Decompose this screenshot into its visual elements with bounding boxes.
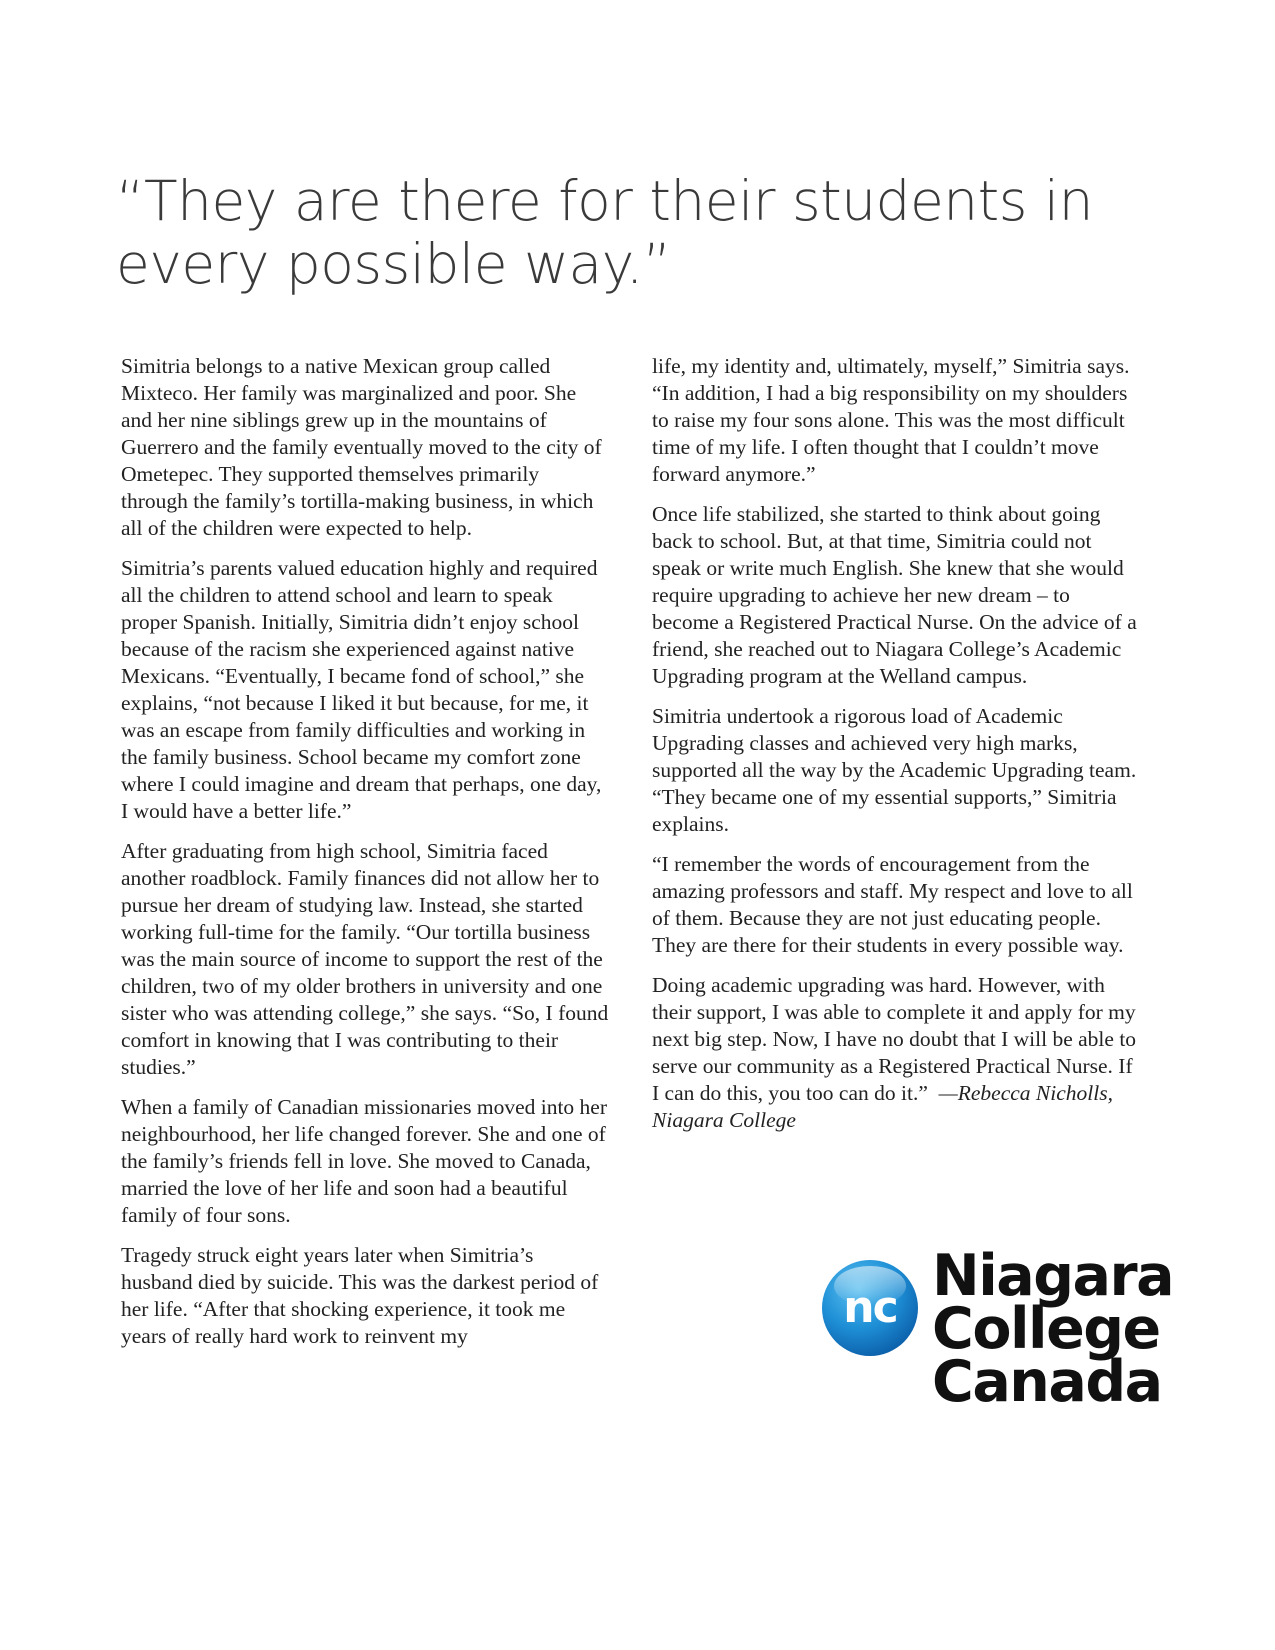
- paragraph: After graduating from high school, Simitria faced another roadblock. Family finances did not allow her to pursue her dream of studying law. Instead, she started working full-time for the family. “Our tortilla business was the main source of income to support the rest of the children, two of my older brothers in university and one sister who was attending college,” she says. “So, I found comfort in knowing that I was contributing to their studies.”: [121, 839, 609, 1079]
- paragraph-closing: [652, 972, 1142, 1134]
- paragraph: Simitria’s parents valued education highly and required all the children to attend school and learn to speak proper Spanish. Initially, Simitria didn’t enjoy school because of the racism she experienced against native Mexicans. “Eventually, I became fond of school,” she explains, “not because I liked it but because, for me, it was an escape from family difficulties and working in the family business. School became my comfort zone where I could imagine and dream that perhaps, one day, I would have a better life.”: [121, 556, 602, 823]
- paragraph: Tragedy struck eight years later when Simitria’s husband died by suicide. This was the darkest period of her life. “After that shocking experience, it took me years of really hard work to reinvent my: [121, 1243, 599, 1348]
- logo-line-3: Canada: [932, 1349, 1162, 1415]
- paragraph: Once life stabilized, she started to think about going back to school. But, at that time, Simitria could not speak or write much English. She knew that she would require upgrading to achieve her new dream – to become a Registered Practical Nurse. On the advice of a friend, she reached out to Niagara College’s Academic Upgrading program at the Welland campus.: [652, 502, 1137, 688]
- paragraph: “I remember the words of encouragement from the amazing professors and staff. My respect and love to all of them. Because they are not just educating people. They are there for their students in every possible way.: [652, 852, 1133, 957]
- attribution: —Rebecca Nicholls, Niagara College: [652, 1081, 1113, 1132]
- paragraph: life, my identity and, ultimately, myself,” Simitria says. “In addition, I had a big responsibility on my shoulders to raise my four sons alone. This was the most difficult time of my life. I often thought that I couldn’t move forward anymore.”: [652, 354, 1130, 486]
- niagara-college-logo: [820, 1243, 1174, 1440]
- paragraph: Simitria belongs to a native Mexican group called Mixteco. Her family was marginalized and poor. She and her nine siblings grew up in the mountains of Guerrero and the family eventually moved to the city of Ometepec. They supported themselves primarily through the family’s tortilla-making business, in which all of the children were expected to help.: [121, 354, 602, 540]
- logo-line-2: College: [932, 1296, 1160, 1362]
- paragraph: Simitria undertook a rigorous load of Academic Upgrading classes and achieved very high marks, supported all the way by the Academic Upgrading team. “They became one of my essential supports,” Simitria explains.: [652, 704, 1137, 836]
- closing-text: Doing academic upgrading was hard. However, with their support, I was able to complete it and apply for my next big step. Now, I have no doubt that I will be able to serve our community as a Registered Practical Nurse. If I can do this, you too can do it.”: [652, 973, 1137, 1105]
- article-column-right: [652, 353, 1142, 1147]
- article-column-left: [121, 353, 610, 1363]
- headline-line-2: every possible way.”: [116, 232, 671, 296]
- headline-line-1: “They are there for their students in: [116, 169, 1094, 233]
- nc-badge-icon: [820, 1258, 920, 1358]
- paragraph: When a family of Canadian missionaries moved into her neighbourhood, her life changed forever. She and one of the family’s friends fell in love. She moved to Canada, married the love of her life and soon had a beautiful family of four sons.: [121, 1095, 608, 1227]
- headline-quote: [116, 170, 1116, 296]
- logo-line-1: Niagara: [932, 1243, 1174, 1309]
- logo-wordmark: [932, 1243, 1174, 1415]
- badge-text: nc: [843, 1282, 897, 1333]
